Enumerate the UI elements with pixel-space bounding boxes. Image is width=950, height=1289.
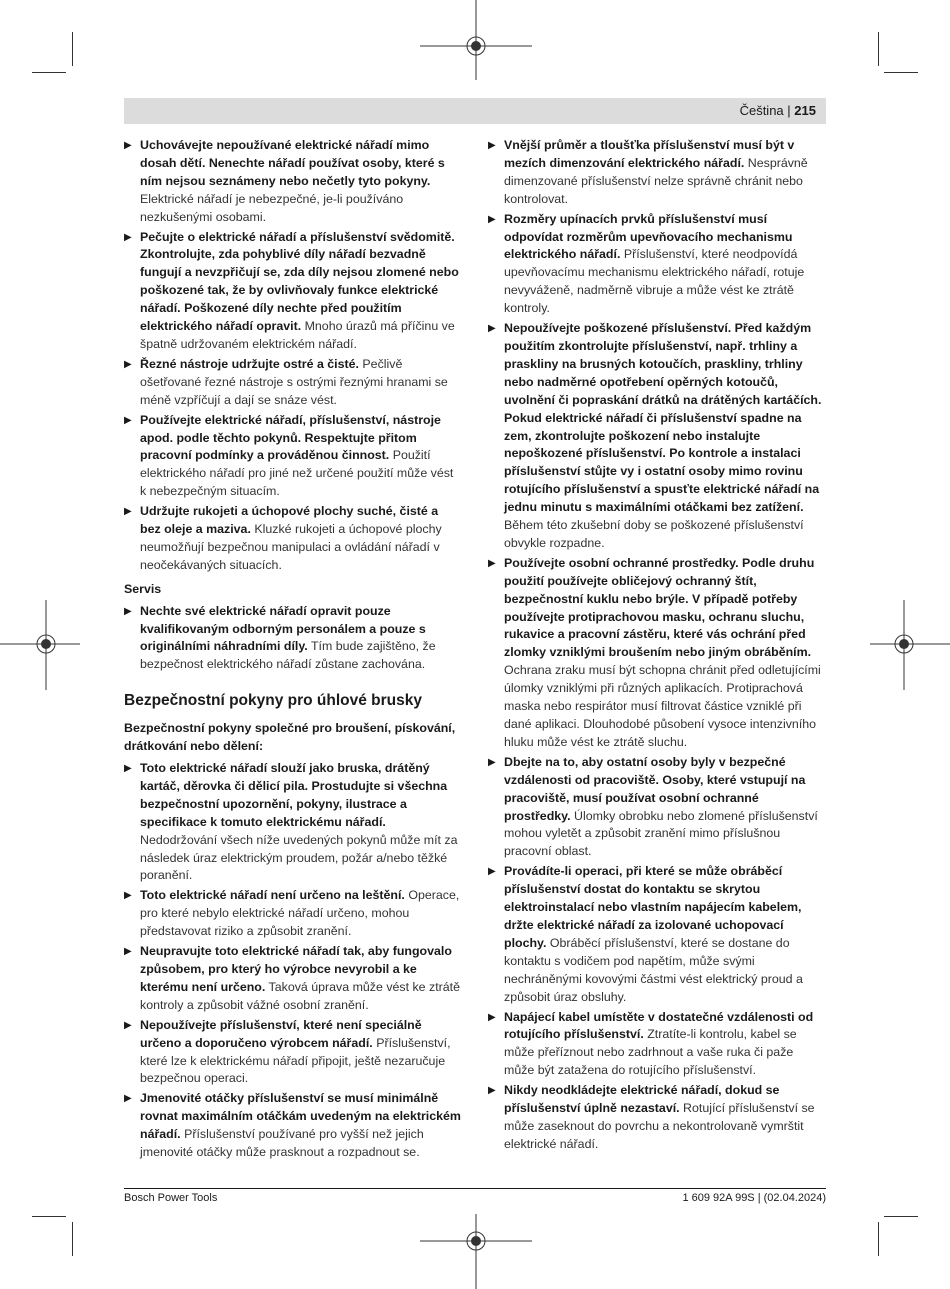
item-bold-text: Dbejte na to, aby ostatní osoby byly v bezpečné vzdálenosti od pracoviště. Osoby, které vstupují na pracoviště, musí používat osobní ochranné prostředky.: [504, 754, 806, 823]
bullet-arrow-icon: ▶: [488, 1011, 496, 1023]
item-bold-text: Napájecí kabel umístěte v dostatečné vzdálenosti od rotujícího příslušenství.: [504, 1009, 814, 1042]
header-language: Čeština: [739, 103, 784, 118]
footer-brand: Bosch Power Tools: [124, 1192, 218, 1204]
crop-mark: [878, 1222, 879, 1256]
right-list: [488, 137, 826, 1154]
item-normal-text: Ochrana zraku musí být schopna chránit před odletujícími úlomky vzniklými při různých aplikacích. Protiprachová maska nebo respirátor musí filtrovat částice vzniklé při dané aplikaci. Dlouhodobé působení vysoce intenzivního hluku může vést ke ztrátě sluchu.: [504, 663, 821, 749]
item-bold-text: Používejte elektrické nářadí, příslušenství, nástroje apod. podle těchto pokynů. Respektujte přitom pracovní podmínky a prováděnou činnost.: [140, 412, 441, 463]
crop-mark: [878, 32, 879, 66]
item-bold-text: Řezné nástroje udržujte ostré a čisté.: [140, 356, 359, 371]
item-normal-text: Operace, pro které nebylo elektrické nářadí určeno, mohou představovat riziko a způsobit zranění.: [140, 888, 460, 939]
bullet-arrow-icon: ▶: [124, 140, 132, 151]
item-bold-text: Toto elektrické nářadí není určeno na leštění.: [140, 888, 405, 903]
item-bold-text: Uchovávejte nepoužívané elektrické nářadí mimo dosah dětí. Nenechte nářadí používat osoby, které s ním nejsou seznámeny nebo nečetly tyto pokyny.: [140, 138, 445, 188]
item-bold-text: Provádíte-li operaci, při které se může obráběcí příslušenství dostat do kontaktu se skrytou elektroinstalací nebo vlastním napájecím kabelem, držte elektrické nářadí za izolované uchopovací plochy.: [504, 864, 802, 950]
bullet-arrow-icon: ▶: [124, 506, 132, 518]
list-item: [124, 943, 462, 1015]
bullet-arrow-icon: ▶: [124, 358, 132, 370]
item-bold-text: Udržujte rukojeti a úchopové plochy suché, čisté a bez oleje a maziva.: [140, 504, 439, 537]
list-item: [488, 1082, 826, 1154]
page-header: [124, 98, 826, 124]
footer-rule: [124, 1188, 826, 1189]
list-item: [124, 137, 462, 227]
list-item: [488, 137, 826, 209]
item-bold-text: Pečujte o elektrické nářadí a příslušenství svědomitě. Zkontrolujte, zda pohyblivé díly nářadí bezvadně fungují a nevzpřičují se, zda díly nejsou zlomené nebo poškozené tak, že by ovlivňovaly funkce elektrické nářadí. Poškozené díly nechte před použitím elektrického nářadí opravit.: [140, 229, 459, 334]
item-bold-text: Používejte osobní ochranné prostředky. Podle druhu použití používejte obličejový ochranný štít, bezpečnostní kuklu nebo brýle. V případě potřeby používejte protiprachovou masku, ochranu sluchu, rukavice a pracovní zástěru, které vás ochrání před zlomky vzniklými broušením nebo jiným obráběním.: [504, 555, 815, 660]
bullet-arrow-icon: ▶: [124, 890, 132, 902]
page-number: 215: [794, 103, 816, 118]
item-normal-text: Kluzké rukojeti a úchopové plochy neumožňují bezpečnou manipulaci a ovládání nářadí v neočekávaných situacích.: [140, 522, 442, 572]
crop-mark: [884, 72, 918, 73]
bullet-arrow-icon: ▶: [124, 1093, 132, 1105]
bullet-arrow-icon: ▶: [488, 756, 496, 768]
list-item: [488, 1009, 826, 1081]
bullet-arrow-icon: ▶: [124, 414, 132, 426]
crop-mark: [32, 72, 66, 73]
footer-doc-code: 1 609 92A 99S | (02.04.2024): [682, 1192, 826, 1204]
section-list: [124, 760, 462, 1162]
servis-list: [124, 603, 462, 675]
servis-heading: Servis: [124, 581, 162, 596]
registration-mark-left-icon: [0, 600, 80, 690]
list-item: [488, 211, 826, 318]
item-bold-text: Nechte své elektrické nářadí opravit pouze kvalifikovaným odborným personálem a pouze s originálními náhradními díly.: [140, 603, 426, 654]
bullet-arrow-icon: ▶: [124, 763, 132, 774]
item-normal-text: Příslušenství používané pro vyšší než jejich jmenovité otáčky může prasknout a rozpadnout se.: [140, 1127, 424, 1160]
item-normal-text: Příslušenství, které neodpovídá upevňovacímu mechanismu elektrického nářadí, rotuje nevyváženě, nadměrně vibruje a může vést ke ztrátě kontroly.: [504, 247, 805, 316]
item-bold-text: Toto elektrické nářadí slouží jako bruska, drátěný kartáč, děrovka či dělicí pila. Prostudujte si všechna bezpečnostní upozornění, pokyny, ilustrace a specifikace k tomuto elektrickému nářadí.: [140, 761, 448, 829]
bullet-arrow-icon: ▶: [124, 231, 132, 243]
list-item: [124, 1017, 462, 1089]
list-item: [488, 754, 826, 861]
item-normal-text: Rotující příslušenství se může zaseknout do povrchu a nekontrolovaně vymrštit elektrické nářadí.: [504, 1101, 815, 1151]
item-normal-text: Mnoho úrazů má příčinu ve špatně udržovaném elektrickém nářadí.: [140, 319, 455, 351]
crop-mark: [72, 1222, 73, 1256]
section-title: Bezpečnostní pokyny pro úhlové brusky: [124, 692, 423, 710]
left-column: [124, 137, 462, 1164]
bullet-arrow-icon: ▶: [488, 557, 496, 569]
registration-mark-bottom-icon: [420, 1214, 532, 1289]
list-item: [124, 412, 462, 502]
registration-mark-top-icon: [420, 0, 532, 80]
item-normal-text: Pečlivě ošetřované řezné nástroje s ostrými řeznými hranami se méně vzpříčují a dají se snáze vést.: [140, 356, 448, 407]
item-normal-text: Příslušenství, které lze k elektrickému nářadí připojit, ještě nezaručuje bezpečnou operaci.: [140, 1035, 451, 1086]
bullet-arrow-icon: ▶: [124, 605, 132, 617]
bullet-arrow-icon: ▶: [488, 866, 496, 878]
list-item: [124, 887, 462, 941]
header-text: [740, 103, 826, 118]
list-item: [124, 356, 462, 410]
section-intro: Bezpečnostní pokyny společné pro broušení, pískování, drátkování nebo dělení:: [124, 721, 456, 754]
item-bold-text: Nepoužívejte poškozené příslušenství. Před každým použitím zkontrolujte příslušenství, např. trhliny a praskliny na brusných kotoučích, praskliny, trhliny nebo nadměrné opotřebení opěrných kotoučů, uvolnění či popraskání drátků na drátěných kartáčích. Pokud elektrické nářadí či příslušenství spadne na zem, zkontrolujte poškození nebo instalujte nepoškozené příslušenství. Po kontrole a instalaci příslušenství stůjte vy i ostatní osoby mimo rovinu rotujícího příslušenství a spusťte elektrické nářadí na jednu minutu s maximálními otáčkami bez zatížení.: [504, 321, 822, 515]
bullet-arrow-icon: ▶: [488, 213, 496, 225]
item-normal-text: Úlomky obrobku nebo zlomené příslušenství mohou vyletět a způsobit zranění mimo příslušnou pracovní oblast.: [504, 808, 818, 859]
list-item: [124, 229, 462, 354]
bullet-arrow-icon: ▶: [124, 1019, 132, 1031]
item-normal-text: Nedodržování všech níže uvedených pokynů může mít za následek úraz elektrickým proudem, požár a/nebo těžké poranění.: [140, 832, 458, 883]
list-item: [124, 503, 462, 575]
crop-mark: [72, 32, 73, 66]
item-bold-text: Neupravujte toto elektrické nářadí tak, aby fungovalo způsobem, pro který ho výrobce nevyrobil a ke kterému není určeno.: [140, 944, 452, 994]
registration-mark-right-icon: [870, 600, 950, 690]
item-bold-text: Nepoužívejte příslušenství, které není speciálně určeno a doporučeno výrobcem nářadí.: [140, 1017, 422, 1050]
crop-mark: [32, 1216, 66, 1217]
item-normal-text: Taková úprava může vést ke ztrátě kontroly a způsobit vážné osobní zranění.: [140, 979, 461, 1012]
bullet-arrow-icon: ▶: [488, 140, 496, 151]
crop-mark: [884, 1216, 918, 1217]
item-bold-text: Vnější průměr a tloušťka příslušenství musí být v mezích dimenzování elektrického nářadí.: [504, 138, 795, 170]
bullet-arrow-icon: ▶: [124, 946, 132, 958]
right-column: [488, 137, 826, 1156]
header-separator: |: [787, 103, 791, 118]
item-normal-text: Obráběcí příslušenství, které se dostane do kontaktu s vodičem pod napětím, může svými nechráněnými kovovými částmi vést elektrický proud a způsobit úraz obsluhy.: [504, 935, 803, 1004]
item-bold-text: Nikdy neodkládejte elektrické nářadí, dokud se příslušenství úplně nezastaví.: [504, 1083, 780, 1116]
item-normal-text: Ztratíte-li kontrolu, kabel se může přeříznout nebo zadrhnout a vaše ruka či paže může být zatažena do rotujícího příslušenství.: [504, 1027, 797, 1078]
item-normal-text: Tím bude zajištěno, že bezpečnost elektrického nářadí zůstane zachována.: [140, 639, 436, 672]
item-normal-text: Použití elektrického nářadí pro jiné než určené použití může vést k nebezpečným situacím.: [140, 448, 454, 499]
list-item: [124, 760, 462, 885]
list-item: [124, 603, 462, 675]
list-item: [488, 555, 826, 752]
bullet-arrow-icon: ▶: [488, 1085, 496, 1097]
bullet-arrow-icon: ▶: [488, 323, 496, 335]
item-normal-text: Během této zkušební doby se poškozené příslušenství obvykle rozpadne.: [504, 518, 804, 550]
list-item: [488, 863, 826, 1006]
left-top-list: [124, 137, 462, 575]
item-normal-text: Elektrické nářadí je nebezpečné, je-li používáno nezkušenými osobami.: [140, 191, 404, 224]
item-normal-text: Nesprávně dimenzované příslušenství nelze správně chránit nebo kontrolovat.: [504, 155, 808, 206]
list-item: [488, 320, 826, 553]
item-bold-text: Jmenovité otáčky příslušenství se musí minimálně rovnat maximálním otáčkám uvedeným na elektrickém nářadí.: [140, 1091, 461, 1142]
list-item: [124, 1090, 462, 1162]
item-bold-text: Rozměry upínacích prvků příslušenství musí odpovídat rozměrům upevňovacího mechanismu elektrického nářadí.: [504, 211, 793, 262]
